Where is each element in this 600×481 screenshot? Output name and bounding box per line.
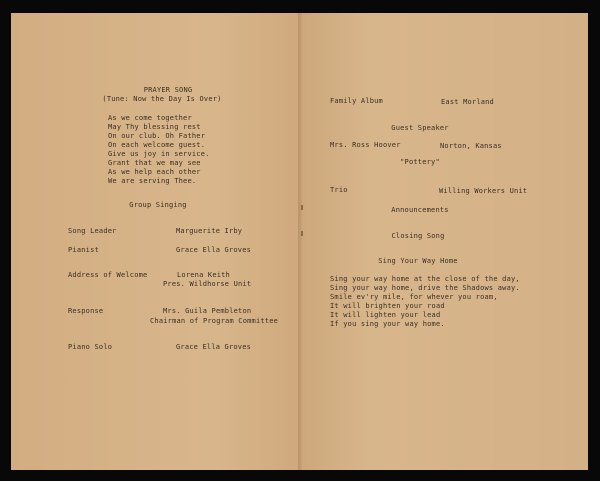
program-name: Lorena Keith xyxy=(177,271,230,279)
guest-speaker-name: Mrs. Ross Hoover xyxy=(330,141,401,149)
program-role: Piano Solo xyxy=(68,343,113,351)
program-booklet xyxy=(11,13,588,470)
song-line: It will brighten your road xyxy=(330,302,445,310)
center-fold xyxy=(298,13,302,470)
guest-speaker-topic: "Pottery" xyxy=(400,158,440,166)
prayer-song-title: PRAYER SONG xyxy=(143,86,193,94)
program-role: Address of Welcome xyxy=(68,271,148,279)
trio-performer: Willing Workers Unit xyxy=(439,187,528,195)
guest-speaker-heading: Guest Speaker xyxy=(391,124,449,132)
song-line: Smile ev'ry mile, for whever you roam, xyxy=(330,293,498,301)
family-album-item: Family Album xyxy=(330,97,383,105)
prayer-song-tune: (Tune: Now the Day Is Over) xyxy=(102,95,222,103)
family-album-performer: East Morland xyxy=(441,98,494,106)
song-line: It will lighten your lead xyxy=(330,311,441,319)
program-name: Mrs. Guila Pembleton xyxy=(163,307,252,315)
right-page xyxy=(300,13,588,470)
song-line: Sing your way home, drive the Shadows away. xyxy=(330,284,520,292)
staple-bottom xyxy=(301,231,303,236)
song-line: Sing your way home at the close of the day, xyxy=(330,275,520,283)
left-page xyxy=(11,13,300,470)
prayer-line: As we help each other xyxy=(108,168,201,176)
staple-top xyxy=(301,205,303,210)
program-role: Response xyxy=(68,307,104,315)
prayer-line: Give us joy in service. xyxy=(108,150,210,158)
song-line: If you sing your way home. xyxy=(330,320,445,328)
prayer-line: Grant that we may see xyxy=(108,159,201,167)
program-detail: Chairman of Program Committee xyxy=(150,317,279,325)
program-name: Marguerite Irby xyxy=(176,227,243,235)
group-singing-heading: Group Singing xyxy=(129,201,187,209)
program-role: Pianist xyxy=(68,246,99,254)
prayer-line: As we come together xyxy=(108,114,192,122)
announcements-heading: Announcements xyxy=(391,206,449,214)
prayer-line: We are serving Thee. xyxy=(108,177,197,185)
prayer-line: May Thy blessing rest xyxy=(108,123,201,131)
prayer-line: On each welcome guest. xyxy=(108,141,206,149)
prayer-line: On our club. Oh Father xyxy=(108,132,206,140)
trio-item: Trio xyxy=(330,186,348,194)
program-detail: Pres. Wildhorse Unit xyxy=(163,280,252,288)
program-name: Grace Ella Groves xyxy=(176,246,252,254)
program-role: Song Leader xyxy=(68,227,117,235)
guest-speaker-place: Norton, Kansas xyxy=(440,142,502,150)
program-name: Grace Ella Groves xyxy=(176,343,252,351)
song-title: Sing Your Way Home xyxy=(378,257,458,265)
closing-song-heading: Closing Song xyxy=(391,232,445,240)
